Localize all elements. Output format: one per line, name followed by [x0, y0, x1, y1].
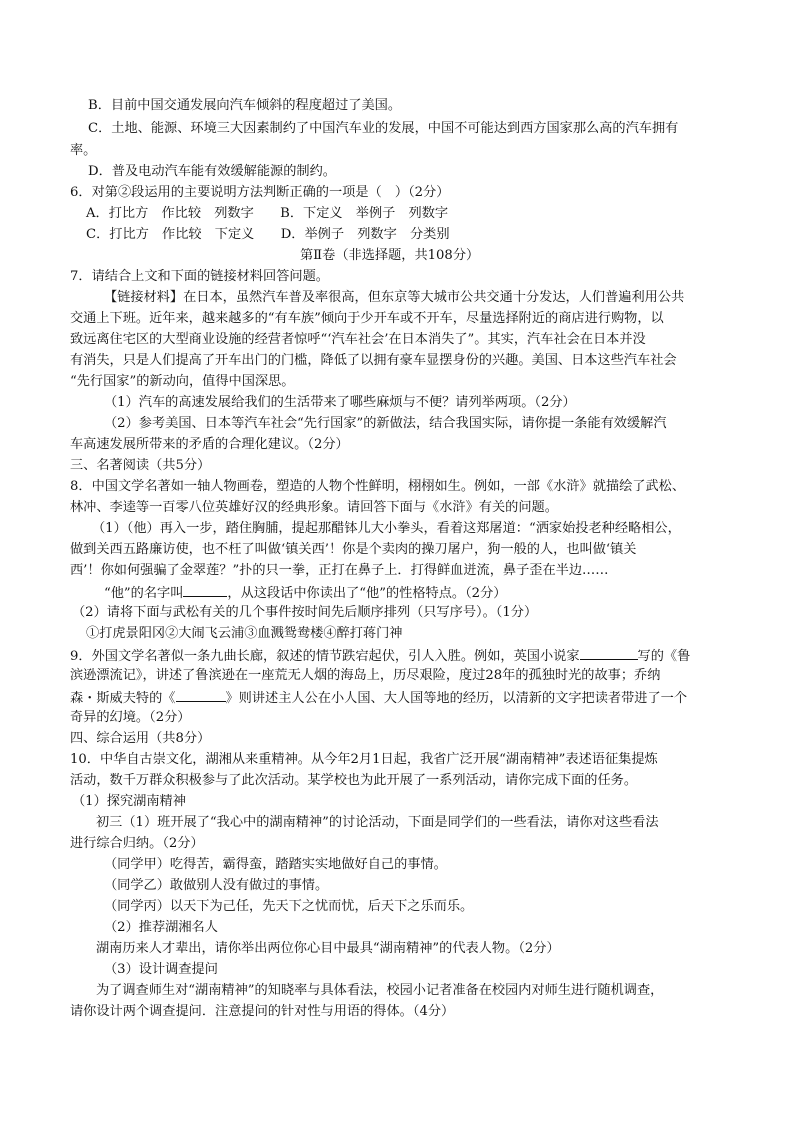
answer-blank[interactable] — [176, 689, 226, 702]
q7-link-line: “先行国家”的新动向，值得中国深思。 — [70, 374, 295, 389]
q8-sub1-question-text: ，从这段话中你读出了“他”的性格特点。（2分） — [227, 586, 507, 601]
q7-link-line: 有消失，只是人们提高了开车出门的门槛，降低了以拥有豪车显摆身份的兴趣。美国、日本这些汽车社会 — [70, 353, 677, 368]
answer-blank[interactable] — [183, 584, 227, 597]
q7-link-line: 【链接材料】在日本，虽然汽车普及率很高，但东京等大城市公共交通十分发达，人们普遍利用公共 — [104, 290, 685, 305]
q8-sub1-question — [104, 584, 506, 602]
q10-stem-cont: 活动，数千万群众积极参与了此次活动。某学校也为此开展了一系列活动，请你完成下面的任务。 — [70, 773, 638, 788]
q8-sub1-question-text: “他”的名字叫 — [104, 586, 184, 601]
q9-line: 奇异的幻境。（2分） — [70, 710, 191, 725]
q10-part1-line: 初三（1）班开展了“我心中的湖南精神”的讨论活动，下面是同学们的一些看法，请你对这些看法 — [96, 815, 659, 830]
q8-sub2: （2）请将下面与武松有关的几个事件按时间先后顺序排列（只写序号）。（1分） — [72, 605, 538, 620]
q5-option-b: B．目前中国交通发展向汽车倾斜的程度超过了美国。 — [88, 98, 402, 113]
q7-sub2-cont: 车高速发展所带来的矛盾的合理化建议。（2分） — [70, 437, 349, 452]
q10-part3-line: 为了调查师生对“湖南精神”的知晓率与具体看法，校园小记者准备在校园内对师生进行随机调查， — [96, 983, 664, 998]
q9-text: 森・斯威夫特的《 — [70, 691, 176, 706]
q7-sub2: （2）参考美国、日本等汽车社会“先行国家”的新做法，结合我国实际，请你提一条能有效缓解汽 — [104, 416, 667, 431]
q10-part2-line: 湖南历来人才辈出，请你举出两位你心目中最具“湖南精神”的代表人物。（2分） — [96, 941, 560, 956]
answer-blank[interactable] — [580, 647, 638, 660]
volume2-title: 第Ⅱ卷（非选择题，共108分） — [300, 248, 480, 263]
q7-link-line: 致远离住宅区的大型商业设施的经营者惊呼“‘汽车社会’在日本消失了”。其实，汽车社会在日本并没 — [70, 332, 646, 347]
q10-part3-line: 请你设计两个调查提问．注意提问的针对性与用语的得体。（4分） — [70, 1004, 455, 1019]
q10-view: （同学乙）敢做别人没有做过的事情。 — [104, 878, 329, 893]
q5-option-c: C．土地、能源、环境三大因素制约了中国汽车业的发展，中国不可能达到西方国家那么高的汽车拥有 — [88, 121, 679, 136]
q9-line: 滨逊漂流记》，讲述了鲁滨逊在一座荒无人烟的海岛上，历尽艰险，度过28年的孤独时光的故事；乔纳 — [70, 668, 661, 683]
q10-stem: 10．中华自古崇文化，湖湘从来重精神。从今年2月1日起，我省广泛开展“湖南精神”表述语征集提炼 — [70, 752, 658, 767]
section4-heading: 四、综合运用（共8分） — [70, 731, 211, 746]
q9-text: 9．外国文学名著似一条九曲长廊，叙述的情节跌宕起伏，引人入胜。例如，英国小说家 — [70, 649, 580, 664]
q10-part1-line: 进行综合归纳。（2分） — [70, 836, 204, 851]
q10-part2-title: （2）推荐湖湘名人 — [104, 920, 218, 935]
q5-option-c-cont: 率。 — [70, 143, 97, 158]
section3-heading: 三、名著阅读（共5分） — [70, 458, 211, 473]
q8-events: ①打虎景阳冈②大闹飞云浦③血溅鸳鸯楼④醉打蒋门神 — [86, 626, 403, 641]
q9-line — [70, 647, 690, 665]
q6-stem: 6．对第②段运用的主要说明方法判断正确的一项是（ ）（2分） — [70, 185, 450, 200]
q10-part3-title: （3）设计调查提问 — [104, 962, 218, 977]
q6-options-row2: C．打比方 作比较 下定义 D．举例子 列数字 分类别 — [86, 227, 450, 242]
q9-text: 写的《鲁 — [637, 649, 691, 664]
q10-view: （同学丙）以天下为己任，先天下之忧而忧，后天下之乐而乐。 — [104, 899, 474, 914]
q7-stem: 7．请结合上文和下面的链接材料回答问题。 — [70, 269, 329, 284]
q5-option-d: D．普及电动汽车能有效缓解能源的制约。 — [88, 164, 336, 179]
q9-text: 》则讲述主人公在小人国、大人国等地的经历，以清新的文字把读者带进了一个 — [225, 691, 688, 706]
q6-options-row1: A．打比方 作比较 列数字 B．下定义 举例子 列数字 — [86, 206, 449, 221]
q8-passage-line: （1）（他）再入一步，踏住胸脯，提起那醋钵儿大小拳头，看着这郑屠道：“洒家始投老种经略相公， — [92, 521, 681, 536]
q8-stem-cont: 林冲、李逵等一百零八位英雄好汉的经典形象。请回答下面与《水浒》有关的问题。 — [70, 500, 558, 515]
q10-view: （同学甲）吃得苦，霸得蛮，踏踏实实地做好自己的事情。 — [104, 857, 447, 872]
q7-sub1: （1）汽车的高速发展给我们的生活带来了哪些麻烦与不便？请列举两项。（2分） — [104, 395, 576, 410]
q8-passage-line: 西’！你如何强骗了金翠莲？”扑的只一拳，正打在鼻子上．打得鲜血迸流，鼻子歪在半边…… — [70, 563, 609, 578]
q8-stem: 8．中国文学名著如一轴人物画卷，塑造的人物个性鲜明，栩栩如生。例如，一部《水浒》就描绘了武松、 — [70, 479, 686, 494]
q7-link-line: 交通上下班。近年来，越来越多的“有车族”倾向于少开车或不开车，尽量选择附近的商店进行购物，以 — [70, 311, 664, 326]
q9-line — [70, 689, 687, 707]
q8-passage-line: 做到关西五路廉访使，也不枉了叫做‘镇关西’！你是个卖肉的操刀屠户，狗一般的人，也叫做‘镇关 — [70, 542, 637, 557]
q10-part1-title: （1）探究湖南精神 — [72, 794, 186, 809]
